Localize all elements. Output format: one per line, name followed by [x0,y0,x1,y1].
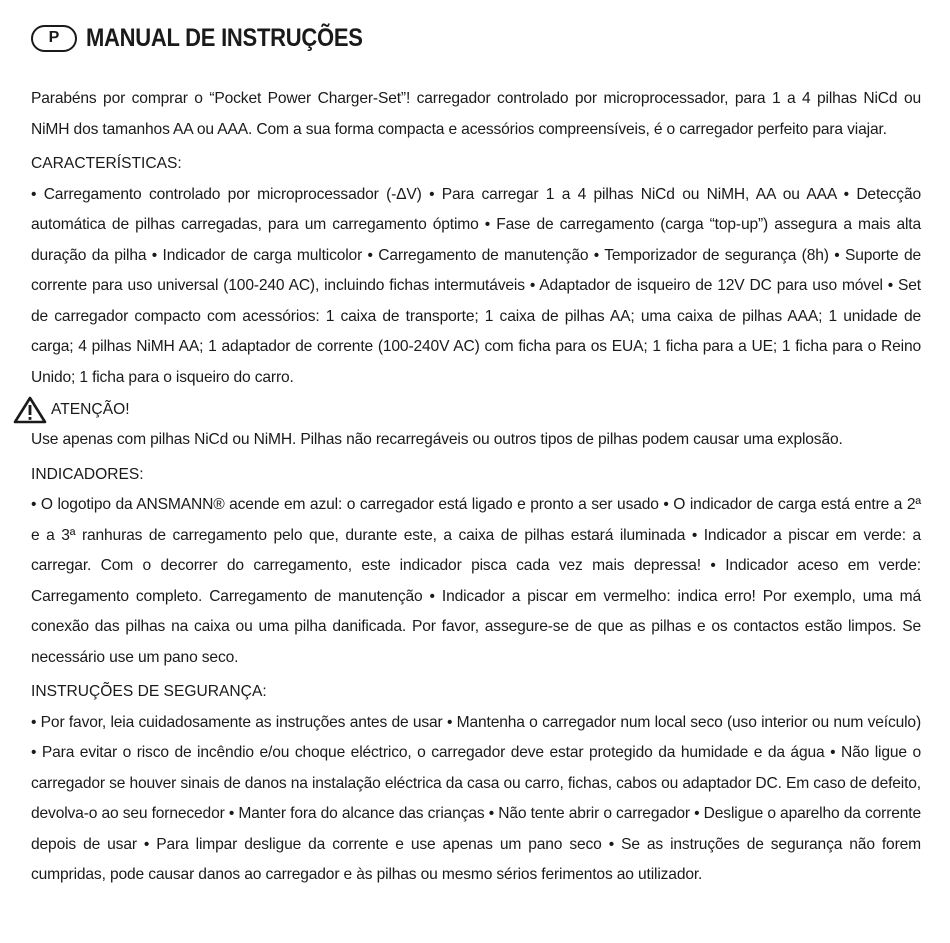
intro-paragraph: Parabéns por comprar o “Pocket Power Charger-Set”! carregador controlado por microprocessador, para 1 a 4 pilhas NiCd ou NiMH dos tamanhos AA ou AAA. Com a sua forma compacta e acessórios compreensíveis, é o carregador perfeito para viajar. [31,90,921,138]
safety-heading: INSTRUÇÕES DE SEGURANÇA: [31,683,267,700]
indicators-paragraph: • O logotipo da ANSMANN® acende em azul: o carregador está ligado e pronto a ser usado • O indicador de carga está entre a 2ª e a 3ª ranhuras de carregamento pelo que, durante este, a caixa de pilhas estará iluminada • Indicador a piscar em verde: a carregar. Com o decorrer do carregamento, este indicador pisca cada vez mais depressa! • Indicador aceso em verde: Carregamento completo. Carregamento de manutenção • Indicador a piscar em vermelho: indica erro! Por exemplo, uma má conexão das pilhas na caixa ou uma pilha danificada. Por favor, assegure-se de que as pilhas e os contactos estão limpos. Se necessário use um pano seco. [31,496,921,666]
warning-paragraph: Use apenas com pilhas NiCd ou NiMH. Pilhas não recarregáveis ou outros tipos de pilhas podem causar uma explosão. [31,431,843,448]
features-heading: CARACTERÍSTICAS: [31,155,182,172]
safety-paragraph: • Por favor, leia cuidadosamente as instruções antes de usar • Mantenha o carregador num local seco (uso interior ou num veículo) • Para evitar o risco de incêndio e/ou choque eléctrico, o carregador deve estar protegido da humidade e da água • Não ligue o carregador se houver sinais de danos na instalação eléctrica da casa ou carro, fichas, cabos ou adaptador DC. Em caso de defeito, devolva-o ao seu fornecedor • Manter fora do alcance das crianças • Não tente abrir o carregador • Desligue o aparelho da corrente depois de usar • Para limpar desligue da corrente e use apenas um pano seco • Se as instruções de segurança não forem cumpridas, pode causar danos ao carregador e às pilhas ou mesmo sérios ferimentos ao utilizador. [31,713,921,883]
warning-heading: ATENÇÃO! [51,400,130,418]
features-paragraph: • Carregamento controlado por microprocessador (-ΔV) • Para carregar 1 a 4 pilhas NiCd ou NiMH, AA ou AAA • Detecção automática de pilhas carregadas, para um carregamento óptimo • Fase de carregamento (carga “top-up”) assegura a mais alta duração da pilha • Indicador de carga multicolor • Carregamento de manutenção • Temporizador de segurança (8h) • Suporte de corrente para uso universal (100-240 AC), incluindo fichas intermutáveis • Adaptador de isqueiro de 12V DC para uso móvel • Set de carregador compacto com acessórios: 1 caixa de transporte; 1 caixa de pilhas AA; uma caixa de pilhas AAA; 1 unidade de carga; 4 pilhas NiMH AA; 1 adaptador de corrente (100-240V AC) com ficha para os EUA; 1 ficha para a UE; 1 ficha para o Reino Unido; 1 ficha para o isqueiro do carro. [31,185,921,386]
indicators-heading: INDICADORES: [31,465,144,483]
language-badge: P [31,25,77,52]
warning-triangle-icon [13,396,47,424]
manual-page [31,18,921,891]
page-header [31,18,921,58]
page-title: MANUAL DE INSTRUÇÕES [86,23,363,52]
warning-heading-row [31,395,921,425]
